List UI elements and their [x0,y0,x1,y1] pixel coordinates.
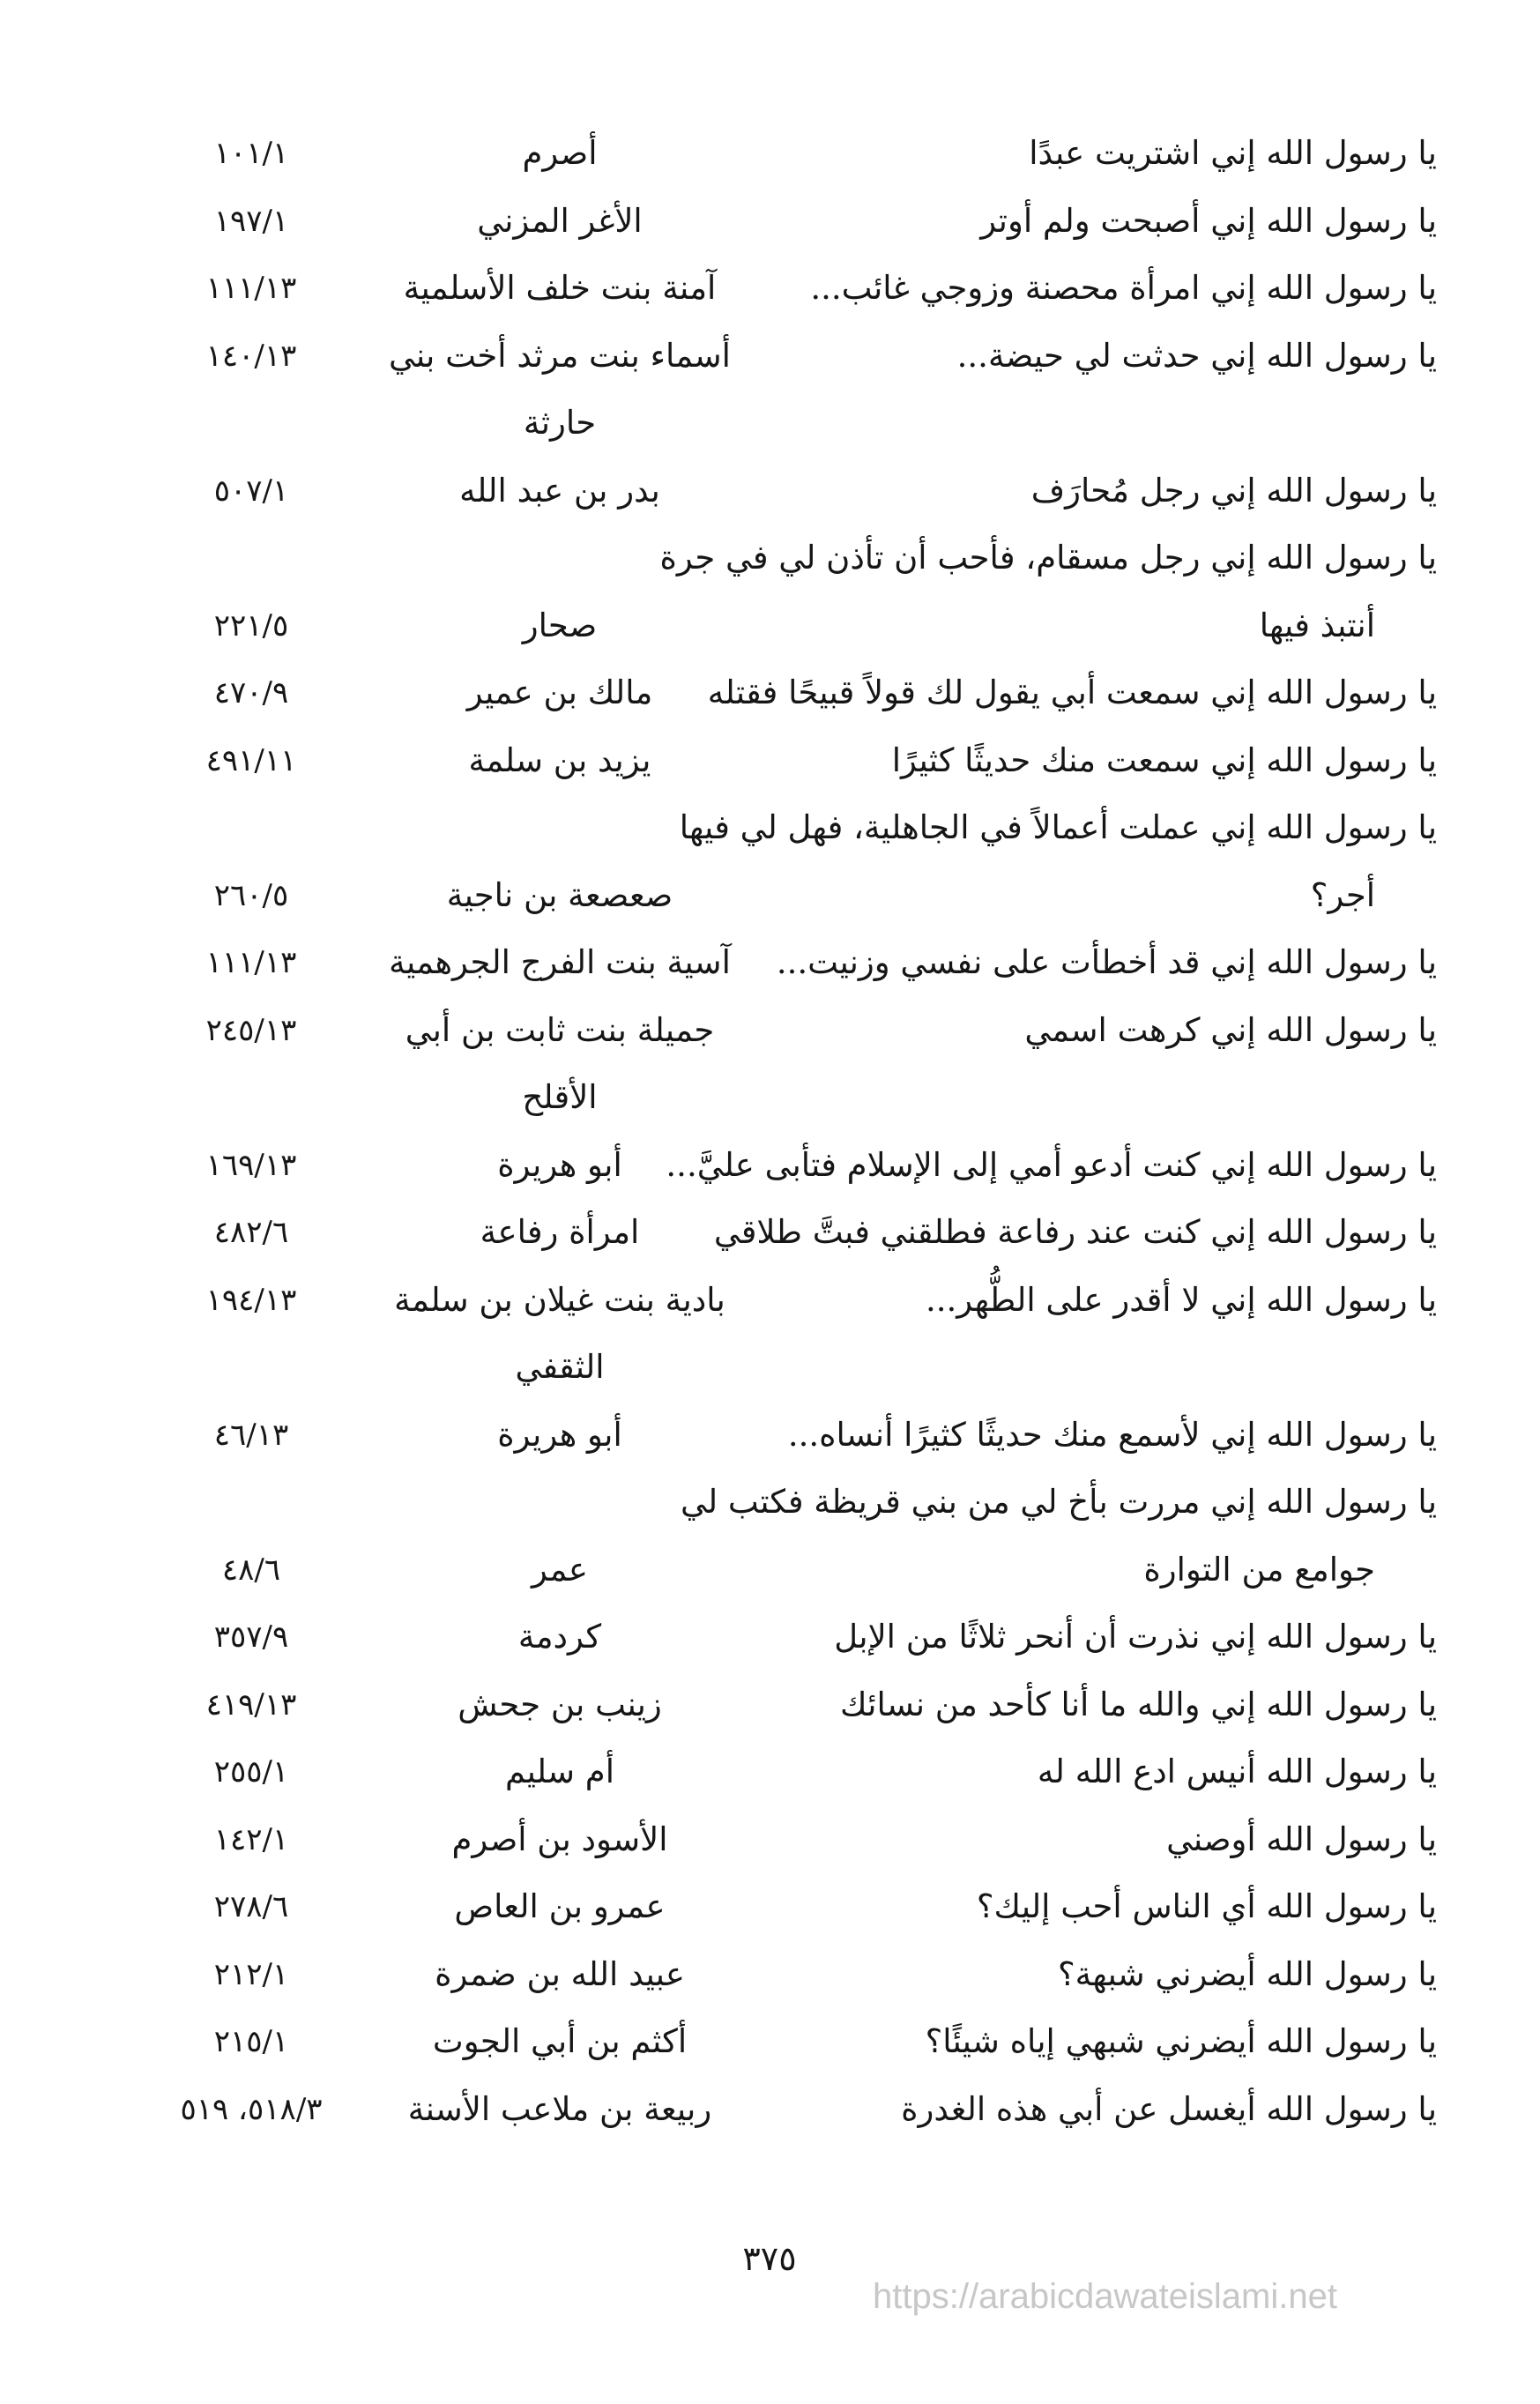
hadith-text: يا رسول الله إني رجل مسقام، فأحب أن تأذن لي في جرة [659,539,1437,577]
volume-page-ref: ١٩٤/١٣ [205,1282,297,1318]
narrator-name: كردمة [517,1618,602,1656]
index-row [0,862,1540,929]
volume-page-ref: ٢٦٠/٥ [213,877,289,913]
index-row [0,390,1540,457]
volume-page-ref: ٤٨٢/٦ [213,1215,289,1250]
narrator-name: آسية بنت الفرج الجرهمية [389,943,731,981]
hadith-text [705,1064,1437,1131]
volume-page-ref: ٣٥٧/٩ [213,1619,289,1655]
volume-page-ref: ٢٥٥/١ [213,1754,289,1790]
hadith-text: يا رسول الله أيضرني شبهة؟ [1057,1954,1437,1993]
narrator-name: أم سليم [505,1753,614,1790]
watermark-url: https://arabicdawateislami.net [873,2277,1337,2316]
index-row [0,1537,1540,1604]
index-row [0,1806,1540,1873]
hadith-text: جوامع من التوارة [1143,1550,1375,1589]
volume-page-ref: ١٤٠/١٣ [205,338,297,374]
index-row [0,659,1540,726]
index-row [0,1199,1540,1266]
hadith-text: يا رسول الله أي الناس أحب إليك؟ [976,1887,1437,1925]
narrator-name: صعصعة بن ناجية [446,875,673,914]
narrator-name: بدر بن عبد الله [459,471,660,510]
volume-page-ref: ٤٨/٦ [221,1552,281,1588]
hadith-text: يا رسول الله إني حدثت لي حيضة... [956,336,1437,375]
hadith-text [705,1334,1437,1401]
hadith-text: يا رسول الله إني امرأة محصنة وزوجي غائب... [810,269,1437,307]
index-row [0,2008,1540,2075]
page-number: ٣٧٥ [742,2239,797,2278]
index-row [0,592,1540,659]
narrator-name: امرأة رفاعة [480,1213,640,1251]
hadith-text: يا رسول الله إني مررت بأخ لي من بني قريظة فكتب لي [681,1483,1437,1521]
narrator-name: مالك بن عمير [466,674,653,711]
hadith-text: يا رسول الله إني قد أخطأت على نفسي وزنيت... [776,943,1437,981]
hadith-text: يا رسول الله إني لأسمع منك حديثًا كثيرًا أنساه... [787,1415,1437,1454]
hadith-text: يا رسول الله إني اشتريت عبدًا [1029,134,1437,172]
hadith-text: يا رسول الله إني لا أقدر على الطُّهر... [925,1280,1437,1319]
volume-page-ref: ٢٢١/٥ [213,607,289,644]
index-row [0,794,1540,861]
hadith-text: يا رسول الله أيضرني شبهي إياه شيئًا؟ [925,2022,1437,2060]
hadith-text: يا رسول الله إني نذرت أن أنحر ثلاثًا من الإبل [834,1618,1437,1656]
narrator-name: عبيد الله بن ضمرة [435,1954,685,1993]
narrator-name: صحار [522,606,598,644]
narrator-name: بادية بنت غيلان بن سلمة [394,1280,725,1319]
volume-page-ref [132,1064,370,1131]
index-row [0,1873,1540,1940]
index-row [0,1402,1540,1469]
index-row [0,525,1540,592]
index-row [0,997,1540,1064]
hadith-text: يا رسول الله إني أصبحت ولم أوتر [980,201,1437,240]
volume-page-ref: ١٤٢/١ [213,1821,289,1857]
volume-page-ref: ٤٦/١٣ [213,1417,289,1453]
narrator-name: أبو هريرة [497,1145,622,1184]
volume-page-ref: ١٩٧/١ [213,203,289,239]
hadith-text: يا رسول الله إني كرهت اسمي [1024,1010,1437,1049]
narrator-name: أبو هريرة [497,1415,622,1454]
index-row [0,1064,1540,1131]
volume-page-ref: ٢٧٨/٦ [213,1889,289,1924]
volume-page-ref: ٤١٩/١٣ [205,1686,297,1723]
index-row [0,458,1540,525]
hadith-text: يا رسول الله إني والله ما أنا كأحد من نسائك [839,1685,1437,1723]
index-row [0,1671,1540,1738]
volume-page-ref: ١١١/١٣ [205,945,297,980]
index-row [0,1604,1540,1671]
narrator-name: الثقفي [515,1348,605,1386]
narrator-name: ربيعة بن ملاعب الأسنة [407,2089,712,2128]
hadith-text: يا رسول الله إني كنت أدعو أمي إلى الإسلام فتأبى عليَّ... [666,1145,1437,1184]
hadith-text: يا رسول الله إني سمعت أبي يقول لك قولاً قبيحًا فقتله [707,674,1437,711]
narrator-name: حارثة [523,404,597,442]
narrator-name: أسماء بنت مرثد أخت بني [389,336,731,375]
hadith-text: أجر؟ [1310,875,1375,914]
hadith-text: يا رسول الله إني كنت عند رفاعة فطلقني فبتَّ طلاقي [713,1213,1437,1251]
volume-page-ref: ٢١٥/١ [213,2024,289,2059]
hadith-text: يا رسول الله أنيس ادع الله له [1037,1753,1437,1790]
hadith-text: أنتبذ فيها [1259,606,1375,644]
hadith-text: يا رسول الله إني رجل مُحارَف [1030,471,1437,510]
index-row [0,1334,1540,1401]
index-row [0,1132,1540,1199]
narrator-name: عمرو بن العاص [454,1887,666,1925]
index-row [0,120,1540,187]
hadith-text: يا رسول الله إني سمعت منك حديثًا كثيرًا [891,741,1437,779]
hadith-text: يا رسول الله أوصني [1166,1820,1437,1858]
volume-page-ref: ١١١/١٣ [205,271,297,306]
index-row [0,1267,1540,1334]
narrator-name: زينب بن جحش [458,1685,662,1723]
narrator-name: جميلة بنت ثابت بن أبي [405,1010,715,1049]
index-row [0,323,1540,390]
narrator-name: الأقلح [522,1078,598,1116]
index-row [0,1738,1540,1805]
narrator-name: أكثم بن أبي الجوت [432,2022,688,2060]
volume-page-ref: ١٠١/١ [213,136,289,171]
narrator-name: الأسود بن أصرم [451,1820,668,1858]
hadith-text [705,390,1437,457]
index-row [0,2076,1540,2143]
volume-page-ref: ٢١٢/١ [213,1956,289,1992]
volume-page-ref: ٤٧٠/٩ [213,675,289,711]
narrator-name: آمنة بنت خلف الأسلمية [403,269,717,307]
hadith-text: يا رسول الله إني عملت أعمالاً في الجاهلية، فهل لي فيها [679,808,1437,846]
index-row [0,727,1540,794]
volume-page-ref [132,1334,370,1401]
index-row [0,1469,1540,1536]
index-row [0,929,1540,996]
volume-page-ref: ٥١٨/٣، ٥١٩ [180,2091,323,2127]
index-row [0,255,1540,322]
volume-page-ref: ٤٩١/١١ [205,742,297,778]
narrator-name: عمر [532,1550,588,1589]
narrator-name: يزيد بن سلمة [468,741,651,779]
volume-page-ref: ٥٠٧/١ [213,473,289,509]
index-row [0,1941,1540,2008]
index-row [0,188,1540,255]
volume-page-ref [132,390,370,457]
narrator-name: الأغر المزني [477,201,643,240]
hadith-text: يا رسول الله أيغسل عن أبي هذه الغدرة [901,2089,1437,2128]
volume-page-ref: ١٦٩/١٣ [205,1147,297,1183]
narrator-name: أصرم [522,134,598,172]
volume-page-ref: ٢٤٥/١٣ [205,1012,297,1048]
